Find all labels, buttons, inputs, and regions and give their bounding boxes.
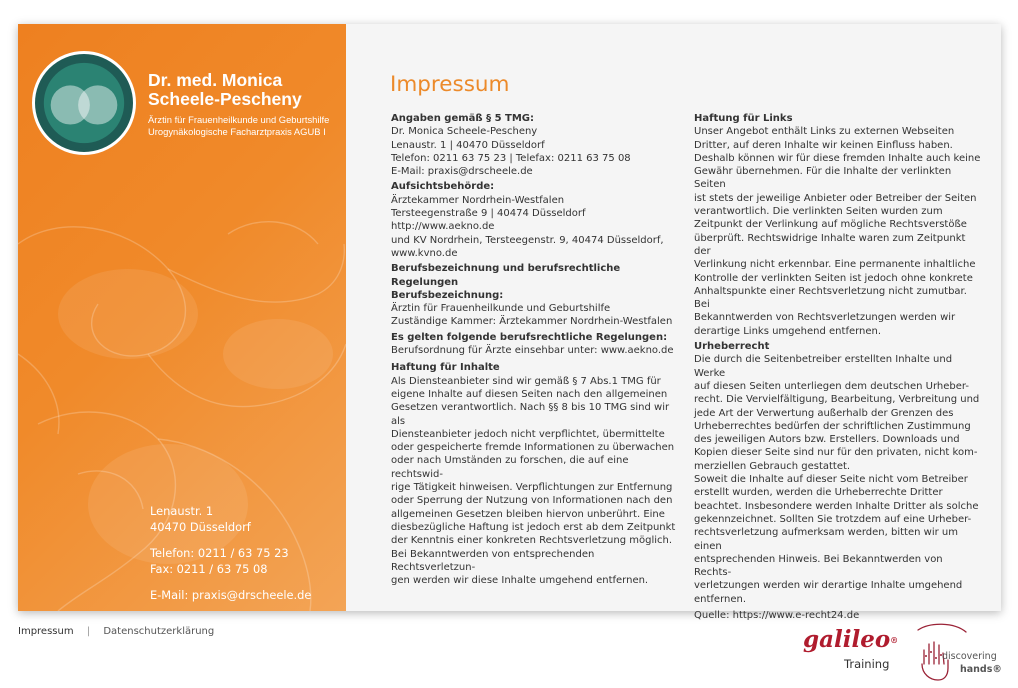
email-link[interactable]: E-Mail: praxis@drscheele.de (150, 588, 312, 602)
discovering-hands-logo[interactable] (910, 620, 1008, 684)
contact-block (150, 503, 311, 603)
section-profession (391, 262, 676, 328)
section-body: Berufsordnung für Ärzte einsehbar unter: www.aekno.de (391, 345, 674, 357)
galileo-registered-mark: ® (890, 635, 899, 645)
address-street: Lenaustr. 1 (150, 504, 214, 518)
phone-number[interactable]: Telefon: 0211 / 63 75 23 (150, 546, 289, 560)
section-heading: Haftung für Inhalte (391, 362, 500, 374)
page-title: Impressum (390, 72, 510, 97)
section-liability-content (391, 361, 676, 587)
section-heading: Es gelten folgende berufsrechtliche Regelungen: (391, 331, 668, 343)
doctor-name-line1: Dr. med. Monica (148, 70, 283, 90)
footer-separator: | (86, 626, 91, 637)
left-column (391, 112, 676, 589)
section-copyright (694, 340, 982, 606)
content-panel (346, 24, 1001, 621)
footer-link-datenschutz[interactable]: Datenschutzerklärung (103, 626, 215, 637)
galileo-word: galileo (803, 626, 891, 653)
section-heading: Berufsbezeichnung und berufsrechtliche Regelungen Berufsbezeichnung: (391, 263, 621, 301)
section-heading: Aufsichtsbehörde: (391, 181, 495, 193)
doctor-subtitle-line2: Urogynäkologische Facharztpraxis AGUB I (148, 126, 326, 137)
right-column (694, 112, 982, 624)
section-liability-links (694, 112, 982, 338)
section-authority (391, 180, 676, 260)
fax-number: Fax: 0211 / 63 75 08 (150, 562, 268, 576)
section-body: Ärztekammer Nordrhein-Westfalen Tersteegenstraße 9 | 40474 Düsseldorf http://www.aekno.de und KV Nordrhein, Tersteegenstr. 9, 40474 Düsseldorf, www.kvno.de (391, 194, 664, 259)
doctor-name (148, 71, 302, 109)
doctor-subtitle-line1: Ärztin für Frauenheilkunde und Geburtshilfe (148, 114, 330, 125)
galileo-training-logo[interactable] (803, 626, 899, 674)
section-body: Dr. Monica Scheele-Pescheny Lenaustr. 1 | 40470 Düsseldorf Telefon: 0211 63 75 23 | Telefax: 0211 63 75 08 E-Mail: praxis@drscheele.de (391, 126, 631, 178)
doctor-subtitle (148, 114, 329, 138)
impressum-card (18, 24, 1001, 621)
section-body: Unser Angebot enthält Links zu externen Webseiten Dritter, auf deren Inhalte wir keinen Einfluss haben. Deshalb können wir für diese fremden Inhalte auch keine Gewähr übernehmen. Für die Inhalte der verlinkten Seiten ist stets der jeweilige Anbieter oder Betreiber der Seiten verantwortlich. Die verlinkten Seiten wurden zum Zeitpunkt der Verlinkung auf mögliche Rechtsverstöße überprüft. Rechtswidrige Inhalte waren zum Zeitpunkt der Verlinkung nicht erkennbar. Eine permanente inhaltliche Kontrolle der verlinkten Seiten ist jedoch ohne konkrete Anhaltspunkte einer Rechtsverletzung nicht zumutbar. Bei Bekanntwerden von Rechtsverletzungen werden wir derartige Links umgehend entfernen. (694, 126, 981, 337)
section-body: Ärztin für Frauenheilkunde und Geburtshilfe Zuständige Kammer: Ärztekammer Nordrhein-Westfalen (391, 303, 673, 328)
dh-word-hands: hands® (960, 664, 1002, 675)
source-text: Quelle: https://www.e-recht24.de (694, 609, 860, 621)
practice-logo (32, 51, 136, 155)
sidebar-panel (18, 24, 346, 611)
section-body: Als Diensteanbieter sind wir gemäß § 7 Abs.1 TMG für eigene Inhalte auf diesen Seiten nach den allgemeinen Gesetzen verantwortlich. Nach §§ 8 bis 10 TMG sind wir als Diensteanbieter jedoch nicht verpflichtet, übermittelte oder gespeicherte fremde Informationen zu überwachen oder nach Umständen zu forschen, die auf eine rechtswid- rige Tätigkeit hinweisen. Verpflichtungen zur Entfernung oder Sperrung der Nutzung von Informationen nach den allgemeinen Gesetzen bleiben hiervon unberührt. Eine diesbezügliche Haftung ist jedoch erst ab dem Zeitpunkt der Kenntnis einer konkreten Rechtsverletzung möglich. Bei Bekanntwerden von entsprechenden Rechtsverletzun- gen werden wir diese Inhalte umgehend entfernen. (391, 375, 676, 587)
dh-word-discovering: discovering (942, 651, 997, 662)
galileo-subtitle: Training (844, 657, 890, 671)
section-tmg (391, 112, 676, 178)
footer-link-impressum[interactable]: Impressum (18, 626, 74, 637)
section-regulations (391, 331, 676, 358)
footer-nav (18, 626, 214, 637)
section-heading: Haftung für Links (694, 113, 793, 124)
address-city: 40470 Düsseldorf (150, 520, 251, 534)
doctor-name-line2: Scheele-Pescheny (148, 89, 302, 109)
galileo-wordmark (803, 626, 898, 654)
section-body: Die durch die Seitenbetreiber erstellten Inhalte und Werke auf diesen Seiten unterliegen dem deutschen Urheber- recht. Die Vervielfältigung, Bearbeitung, Verbreitung und jede Art der Verwertung außerhalb der Grenzen des Urheberrechtes bedürfen der schriftlichen Zustimmung des jeweiligen Autors bzw. Erstellers. Downloads und Kopien dieser Seite sind nur für den privaten, nicht kom- merziellen Gebrauch gestattet. Soweit die Inhalte auf dieser Seite nicht vom Betreiber erstellt wurden, werden die Urheberrechte Dritter beachtet. Insbesondere werden Inhalte Dritter als solche gekennzeichnet. Sollten Sie trotzdem auf eine Urheber- rechtsverletzung aufmerksam werden, bitten wir um einen entsprechenden Hinweis. Bei Bekanntwerden von Rechts- verletzungen werden wir derartige Inhalte umgehend entfernen. (694, 354, 980, 605)
section-heading: Urheberrecht (694, 341, 770, 353)
section-heading: Angaben gemäß § 5 TMG: (391, 113, 534, 124)
